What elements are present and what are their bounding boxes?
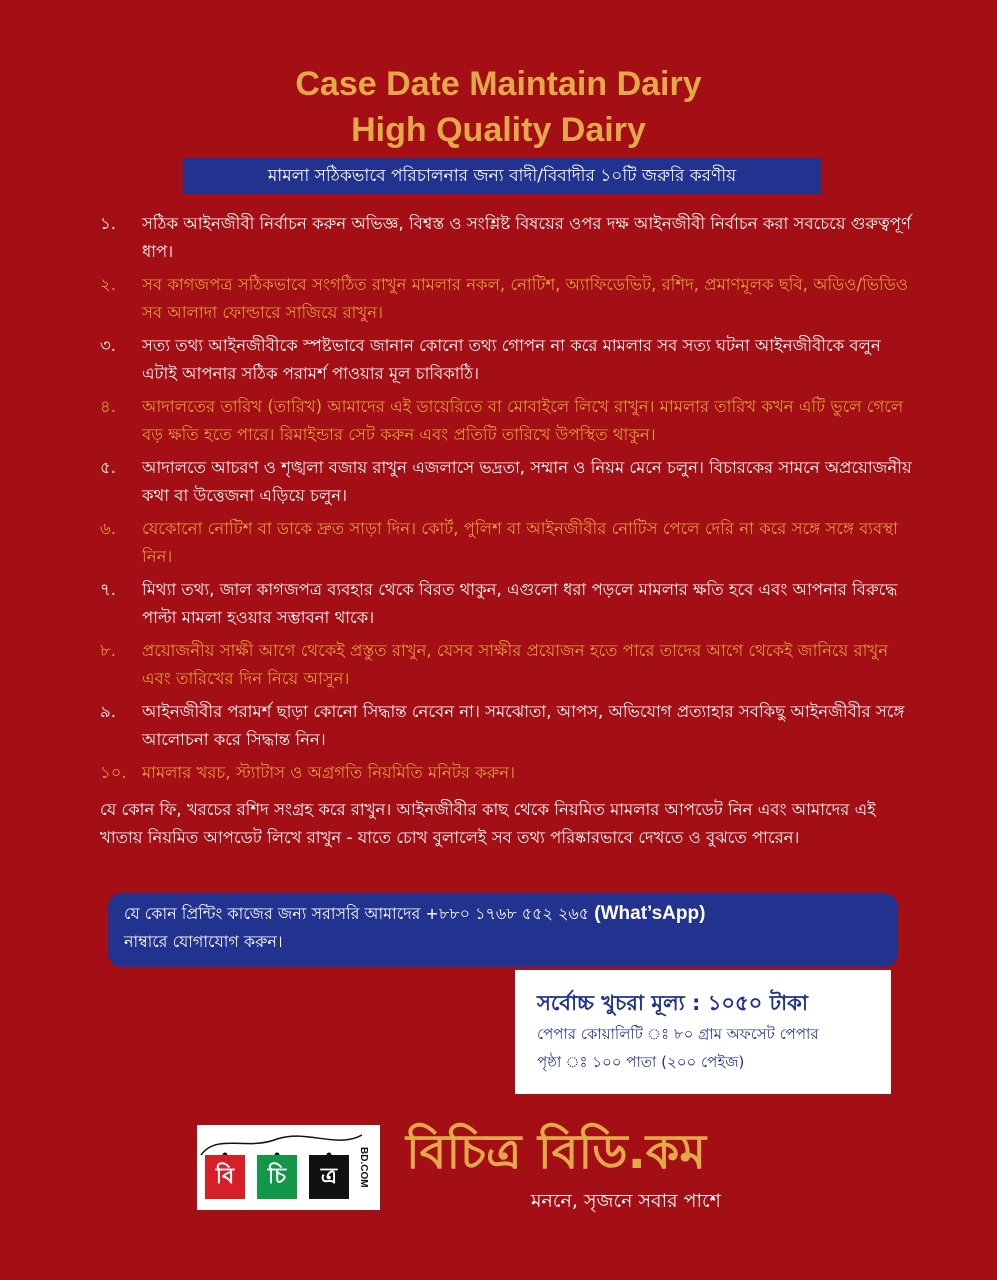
title-line-1: Case Date Maintain Dairy [295,65,702,103]
logo-tag-green: চি [257,1155,297,1199]
closing-note: যে কোন ফি, খরচের রশিদ সংগ্রহ করে রাখুন। আইনজীবীর কাছ থেকে নিয়মিত মামলার আপডেট নিন এবং আমাদের এই খাতায় নিয়মিত আপডেট লিখে রাখুন - যাতে চোখ বুলালেই সব তথ্য পরিষ্কারভাবে দেখতে ও বুঝতে পারেন। [100,800,876,847]
whatsapp-label: (What’sApp) [594,903,706,924]
item-text: সত্য তথ্য আইনজীবীকে স্পষ্টভাবে জানান কোনো তথ্য গোপন না করে মামলার সব সত্য ঘটনা আইনজীবীকে বলুন এটাই আপনার সঠিক পরামর্শ পাওয়ার মূল চাবিকাঠি। [142,336,881,383]
logo-tag-black: ত্র [309,1155,349,1199]
list-item [100,698,920,754]
item-text: আদালতে আচরণ ও শৃঙ্খলা বজায় রাখুন এজলাসে ভদ্রতা, সম্মান ও নিয়ম মেনে চলুন। বিচারকের সামনে অপ্রয়োজনীয় কথা বা উত্তেজনা এড়িয়ে চলুন। [142,458,912,505]
item-number: ৬. [100,519,116,538]
item-number: ৩. [100,336,116,355]
logo-tag-red: বি [205,1155,245,1199]
item-text: সঠিক আইনজীবী নির্বাচন করুন অভিজ্ঞ, বিশ্বস্ত ও সংশ্লিষ্ট বিষয়ের ওপর দক্ষ আইনজীবী নির্বাচন করা সবচেয়ে গুরুত্বপূর্ণ ধাপ। [142,214,911,261]
item-number: ৪. [100,397,116,416]
page-count: পৃষ্ঠা ঃ ১০০ পাতা (২০০ পেইজ) [537,1053,745,1071]
contact-text-end: নাম্বারে যোগাযোগ করুন। [124,932,283,951]
item-number: ৫. [100,458,116,477]
item-text: যেকোনো নোটিশ বা ডাকে দ্রুত সাড়া দিন। কোর্ট, পুলিশ বা আইনজীবীর নোটিস পেলে দেরি না করে সঙ্গে সঙ্গে ব্যবস্থা নিন। [142,519,898,566]
list-item [100,759,920,787]
brand-tagline: মননে, সৃজনে সবার পাশে [531,1190,721,1212]
item-text: সব কাগজপত্র সঠিকভাবে সংগঠিত রাখুন মামলার নকল, নোটিশ, অ্যাফিডেভিট, রশিদ, প্রমাণমূলক ছবি, অডিও/ভিডিও সব আলাদা ফোল্ডারে সাজিয়ে রাখুন। [142,275,909,322]
list-item [100,393,920,449]
item-number: ৭. [100,580,116,599]
tips-list [100,210,920,792]
contact-banner [108,893,898,967]
item-number: ২. [100,275,116,294]
price-box [515,970,891,1094]
list-item [100,637,920,693]
item-text: আদালতের তারিখ (তারিখ) আমাদের এই ডায়েরিতে বা মোবাইলে লিখে রাখুন। মামলার তারিখ কখন এটি ভুলে গেলে বড় ক্ষতি হতে পারে। রিমাইন্ডার সেট করুন এবং প্রতিটি তারিখে উপস্থিত থাকুন। [142,397,904,444]
item-text: প্রয়োজনীয় সাক্ষী আগে থেকেই প্রস্তুত রাখুন, যেসব সাক্ষীর প্রয়োজন হতে পারে তাদের আগে থেকেই জানিয়ে রাখুন এবং তারিখের দিন নিয়ে আসুন। [142,641,889,688]
item-text: মিথ্যা তথ্য, জাল কাগজপত্র ব্যবহার থেকে বিরত থাকুন, এগুলো ধরা পড়লে মামলার ক্ষতি হবে এবং আপনার বিরুদ্ধে পাল্টা মামলা হওয়ার সম্ভাবনা থাকে। [142,580,898,627]
logo-side-text: BD.COM [358,1147,369,1188]
item-number: ৯. [100,702,116,721]
paper-quality: পেপার কোয়ালিটি ঃ ৮০ গ্রাম অফসেট পেপার [537,1025,819,1043]
list-item [100,332,920,388]
brand-name: বিচিত্র বিডি.কম [406,1124,707,1180]
list-item [100,454,920,510]
item-text: আইনজীবীর পরামর্শ ছাড়া কোনো সিদ্ধান্ত নেবেন না। সমঝোতা, আপস, অভিযোগ প্রত্যাহার সবকিছু আইনজীবীর সঙ্গে আলোচনা করে সিদ্ধান্ত নিন। [142,702,905,749]
item-text: মামলার খরচ, স্ট্যাটাস ও অগ্রগতি নিয়মিতি মনিটর করুন। [142,763,515,782]
subtitle-banner: মামলা সঠিকভাবে পরিচালনার জন্য বাদী/বিবাদীর ১০টি জরুরি করণীয় [183,158,821,194]
item-number: ১০. [100,763,127,782]
list-item [100,576,920,632]
list-item [100,271,920,327]
contact-text: যে কোন প্রিন্টিং কাজের জন্য সরাসরি আমাদের +৮৮০ ১৭৬৮ ৫৫২ ২৬৫ [124,904,590,923]
item-number: ১. [100,214,116,233]
max-retail-price: সর্বোচ্চ খুচরা মূল্য : ১০৫০ টাকা [537,991,808,1015]
list-item [100,210,920,266]
list-item [100,515,920,571]
brand-logo [197,1125,380,1210]
title-line-2: High Quality Dairy [351,111,646,149]
item-number: ৮. [100,641,116,660]
